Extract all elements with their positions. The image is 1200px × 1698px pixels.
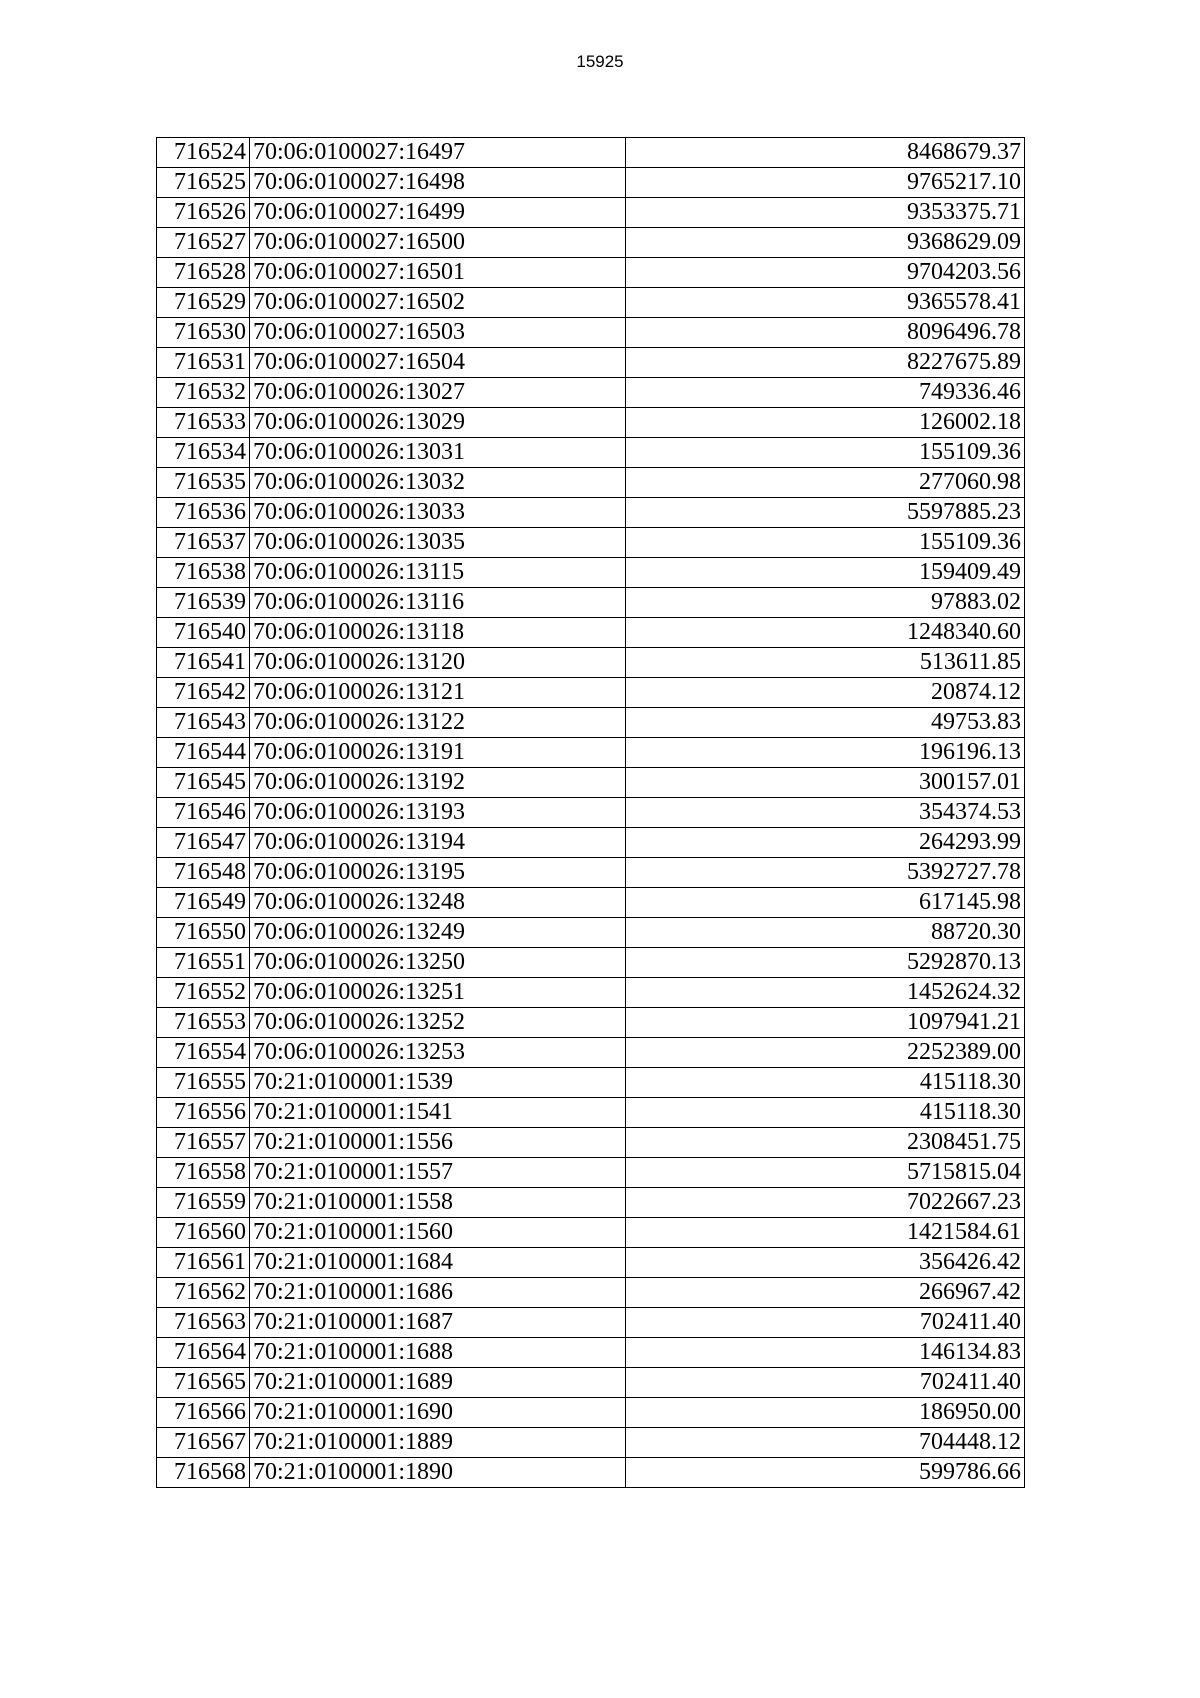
table-row xyxy=(157,168,1025,198)
cadastral-value-cell: 186950.00 xyxy=(626,1398,1025,1428)
table-row xyxy=(157,1308,1025,1338)
row-id-cell: 716550 xyxy=(157,918,250,948)
row-id-cell: 716546 xyxy=(157,798,250,828)
table-row xyxy=(157,1458,1025,1488)
cadastral-value-cell: 9353375.71 xyxy=(626,198,1025,228)
table-row xyxy=(157,408,1025,438)
table-row xyxy=(157,648,1025,678)
row-id-cell: 716529 xyxy=(157,288,250,318)
row-id-cell: 716542 xyxy=(157,678,250,708)
row-id-cell: 716554 xyxy=(157,1038,250,1068)
row-id-cell: 716531 xyxy=(157,348,250,378)
cadastral-number-cell: 70:21:0100001:1889 xyxy=(250,1428,626,1458)
row-id-cell: 716548 xyxy=(157,858,250,888)
cadastral-value-cell: 159409.49 xyxy=(626,558,1025,588)
row-id-cell: 716553 xyxy=(157,1008,250,1038)
cadastral-number-cell: 70:06:0100027:16504 xyxy=(250,348,626,378)
cadastral-number-cell: 70:06:0100027:16500 xyxy=(250,228,626,258)
row-id-cell: 716535 xyxy=(157,468,250,498)
cadastral-number-cell: 70:06:0100026:13122 xyxy=(250,708,626,738)
row-id-cell: 716558 xyxy=(157,1158,250,1188)
row-id-cell: 716536 xyxy=(157,498,250,528)
table-row xyxy=(157,858,1025,888)
cadastral-value-cell: 277060.98 xyxy=(626,468,1025,498)
table-row xyxy=(157,1068,1025,1098)
table-row xyxy=(157,1218,1025,1248)
cadastral-number-cell: 70:06:0100027:16497 xyxy=(250,138,626,168)
cadastral-value-cell: 8096496.78 xyxy=(626,318,1025,348)
cadastral-value-cell: 702411.40 xyxy=(626,1368,1025,1398)
cadastral-number-cell: 70:06:0100026:13027 xyxy=(250,378,626,408)
cadastral-value-cell: 7022667.23 xyxy=(626,1188,1025,1218)
cadastral-number-cell: 70:21:0100001:1541 xyxy=(250,1098,626,1128)
cadastral-number-cell: 70:21:0100001:1890 xyxy=(250,1458,626,1488)
cadastral-number-cell: 70:21:0100001:1687 xyxy=(250,1308,626,1338)
cadastral-value-cell: 1421584.61 xyxy=(626,1218,1025,1248)
row-id-cell: 716556 xyxy=(157,1098,250,1128)
cadastral-value-cell: 2252389.00 xyxy=(626,1038,1025,1068)
row-id-cell: 716544 xyxy=(157,738,250,768)
row-id-cell: 716534 xyxy=(157,438,250,468)
table-row xyxy=(157,1038,1025,1068)
cadastral-number-cell: 70:06:0100026:13253 xyxy=(250,1038,626,1068)
cadastral-value-cell: 704448.12 xyxy=(626,1428,1025,1458)
table-row xyxy=(157,1128,1025,1158)
table-row xyxy=(157,528,1025,558)
cadastral-number-cell: 70:21:0100001:1686 xyxy=(250,1278,626,1308)
table-row xyxy=(157,1188,1025,1218)
cadastral-value-cell: 20874.12 xyxy=(626,678,1025,708)
table-row xyxy=(157,918,1025,948)
table-row xyxy=(157,888,1025,918)
table-row xyxy=(157,618,1025,648)
row-id-cell: 716564 xyxy=(157,1338,250,1368)
cadastral-number-cell: 70:06:0100026:13191 xyxy=(250,738,626,768)
cadastral-number-cell: 70:21:0100001:1560 xyxy=(250,1218,626,1248)
cadastral-number-cell: 70:06:0100026:13033 xyxy=(250,498,626,528)
cadastral-number-cell: 70:06:0100026:13252 xyxy=(250,1008,626,1038)
cadastral-value-cell: 356426.42 xyxy=(626,1248,1025,1278)
cadastral-number-cell: 70:21:0100001:1684 xyxy=(250,1248,626,1278)
cadastral-number-cell: 70:06:0100026:13035 xyxy=(250,528,626,558)
row-id-cell: 716524 xyxy=(157,138,250,168)
row-id-cell: 716566 xyxy=(157,1398,250,1428)
cadastral-value-cell: 264293.99 xyxy=(626,828,1025,858)
page-number: 15925 xyxy=(576,52,624,71)
cadastral-value-cell: 354374.53 xyxy=(626,798,1025,828)
cadastral-value-cell: 599786.66 xyxy=(626,1458,1025,1488)
cadastral-number-cell: 70:06:0100027:16503 xyxy=(250,318,626,348)
row-id-cell: 716559 xyxy=(157,1188,250,1218)
table-row xyxy=(157,1428,1025,1458)
row-id-cell: 716538 xyxy=(157,558,250,588)
cadastral-number-cell: 70:06:0100026:13195 xyxy=(250,858,626,888)
table-row xyxy=(157,348,1025,378)
row-id-cell: 716532 xyxy=(157,378,250,408)
cadastral-number-cell: 70:06:0100026:13121 xyxy=(250,678,626,708)
cadastral-value-cell: 5292870.13 xyxy=(626,948,1025,978)
table-row xyxy=(157,258,1025,288)
row-id-cell: 716527 xyxy=(157,228,250,258)
cadastral-number-cell: 70:06:0100026:13250 xyxy=(250,948,626,978)
cadastral-value-cell: 97883.02 xyxy=(626,588,1025,618)
row-id-cell: 716552 xyxy=(157,978,250,1008)
cadastral-number-cell: 70:06:0100026:13194 xyxy=(250,828,626,858)
row-id-cell: 716537 xyxy=(157,528,250,558)
cadastral-number-cell: 70:06:0100026:13120 xyxy=(250,648,626,678)
cadastral-number-cell: 70:06:0100026:13115 xyxy=(250,558,626,588)
cadastral-value-cell: 749336.46 xyxy=(626,378,1025,408)
row-id-cell: 716562 xyxy=(157,1278,250,1308)
table-row xyxy=(157,798,1025,828)
cadastral-value-cell: 1097941.21 xyxy=(626,1008,1025,1038)
cadastral-number-cell: 70:21:0100001:1690 xyxy=(250,1398,626,1428)
table-row xyxy=(157,678,1025,708)
row-id-cell: 716549 xyxy=(157,888,250,918)
cadastral-number-cell: 70:06:0100026:13029 xyxy=(250,408,626,438)
cadastral-number-cell: 70:06:0100026:13248 xyxy=(250,888,626,918)
table-row xyxy=(157,1368,1025,1398)
cadastral-value-cell: 9365578.41 xyxy=(626,288,1025,318)
table-row xyxy=(157,1158,1025,1188)
table-row xyxy=(157,318,1025,348)
table-row xyxy=(157,828,1025,858)
cadastral-value-cell: 702411.40 xyxy=(626,1308,1025,1338)
cadastral-value-cell: 415118.30 xyxy=(626,1098,1025,1128)
cadastral-value-cell: 1452624.32 xyxy=(626,978,1025,1008)
table-row xyxy=(157,378,1025,408)
table-row xyxy=(157,588,1025,618)
row-id-cell: 716568 xyxy=(157,1458,250,1488)
cadastral-number-cell: 70:06:0100026:13193 xyxy=(250,798,626,828)
cadastral-number-cell: 70:21:0100001:1556 xyxy=(250,1128,626,1158)
cadastral-value-cell: 126002.18 xyxy=(626,408,1025,438)
row-id-cell: 716540 xyxy=(157,618,250,648)
table-body xyxy=(157,138,1025,1488)
table-row xyxy=(157,468,1025,498)
table-row xyxy=(157,228,1025,258)
table-row xyxy=(157,198,1025,228)
row-id-cell: 716563 xyxy=(157,1308,250,1338)
row-id-cell: 716565 xyxy=(157,1368,250,1398)
cadastral-number-cell: 70:21:0100001:1557 xyxy=(250,1158,626,1188)
row-id-cell: 716539 xyxy=(157,588,250,618)
table-row xyxy=(157,1278,1025,1308)
row-id-cell: 716547 xyxy=(157,828,250,858)
cadastral-value-cell: 266967.42 xyxy=(626,1278,1025,1308)
cadastral-number-cell: 70:06:0100026:13032 xyxy=(250,468,626,498)
table-row xyxy=(157,1398,1025,1428)
cadastral-number-cell: 70:06:0100026:13118 xyxy=(250,618,626,648)
cadastral-value-cell: 49753.83 xyxy=(626,708,1025,738)
cadastral-value-cell: 2308451.75 xyxy=(626,1128,1025,1158)
table-row xyxy=(157,288,1025,318)
cadastral-value-cell: 146134.83 xyxy=(626,1338,1025,1368)
cadastral-value-cell: 1248340.60 xyxy=(626,618,1025,648)
row-id-cell: 716530 xyxy=(157,318,250,348)
table-row xyxy=(157,978,1025,1008)
cadastral-number-cell: 70:06:0100027:16498 xyxy=(250,168,626,198)
table-row xyxy=(157,438,1025,468)
cadastral-value-cell: 9368629.09 xyxy=(626,228,1025,258)
row-id-cell: 716561 xyxy=(157,1248,250,1278)
row-id-cell: 716541 xyxy=(157,648,250,678)
cadastral-number-cell: 70:21:0100001:1539 xyxy=(250,1068,626,1098)
cadastral-value-cell: 300157.01 xyxy=(626,768,1025,798)
row-id-cell: 716560 xyxy=(157,1218,250,1248)
cadastral-value-cell: 155109.36 xyxy=(626,438,1025,468)
cadastral-value-cell: 196196.13 xyxy=(626,738,1025,768)
row-id-cell: 716543 xyxy=(157,708,250,738)
cadastral-number-cell: 70:06:0100027:16502 xyxy=(250,288,626,318)
cadastral-value-cell: 8227675.89 xyxy=(626,348,1025,378)
cadastral-number-cell: 70:21:0100001:1689 xyxy=(250,1368,626,1398)
table-row xyxy=(157,558,1025,588)
row-id-cell: 716551 xyxy=(157,948,250,978)
table-row xyxy=(157,708,1025,738)
cadastral-value-cell: 155109.36 xyxy=(626,528,1025,558)
table-row xyxy=(157,948,1025,978)
row-id-cell: 716567 xyxy=(157,1428,250,1458)
row-id-cell: 716526 xyxy=(157,198,250,228)
row-id-cell: 716557 xyxy=(157,1128,250,1158)
cadastral-value-cell: 5597885.23 xyxy=(626,498,1025,528)
cadastral-value-cell: 415118.30 xyxy=(626,1068,1025,1098)
row-id-cell: 716528 xyxy=(157,258,250,288)
table-row xyxy=(157,768,1025,798)
row-id-cell: 716545 xyxy=(157,768,250,798)
cadastral-number-cell: 70:21:0100001:1688 xyxy=(250,1338,626,1368)
table-row xyxy=(157,1008,1025,1038)
cadastral-number-cell: 70:06:0100026:13116 xyxy=(250,588,626,618)
cadastral-value-cell: 9704203.56 xyxy=(626,258,1025,288)
cadastral-number-cell: 70:06:0100026:13031 xyxy=(250,438,626,468)
row-id-cell: 716555 xyxy=(157,1068,250,1098)
cadastral-number-cell: 70:06:0100026:13249 xyxy=(250,918,626,948)
cadastral-value-cell: 513611.85 xyxy=(626,648,1025,678)
cadastral-number-cell: 70:06:0100026:13251 xyxy=(250,978,626,1008)
table-row xyxy=(157,138,1025,168)
table-row xyxy=(157,1338,1025,1368)
cadastral-value-cell: 88720.30 xyxy=(626,918,1025,948)
cadastral-number-cell: 70:21:0100001:1558 xyxy=(250,1188,626,1218)
cadastral-value-cell: 8468679.37 xyxy=(626,138,1025,168)
table-row xyxy=(157,1248,1025,1278)
table-row xyxy=(157,738,1025,768)
cadastral-value-cell: 5392727.78 xyxy=(626,858,1025,888)
row-id-cell: 716525 xyxy=(157,168,250,198)
cadastral-number-cell: 70:06:0100027:16501 xyxy=(250,258,626,288)
cadastral-value-cell: 5715815.04 xyxy=(626,1158,1025,1188)
cadastral-number-cell: 70:06:0100027:16499 xyxy=(250,198,626,228)
cadastral-value-cell: 617145.98 xyxy=(626,888,1025,918)
cadastral-number-cell: 70:06:0100026:13192 xyxy=(250,768,626,798)
cadastral-value-cell: 9765217.10 xyxy=(626,168,1025,198)
table-row xyxy=(157,498,1025,528)
cadastral-value-table xyxy=(156,137,1025,1488)
table-row xyxy=(157,1098,1025,1128)
row-id-cell: 716533 xyxy=(157,408,250,438)
